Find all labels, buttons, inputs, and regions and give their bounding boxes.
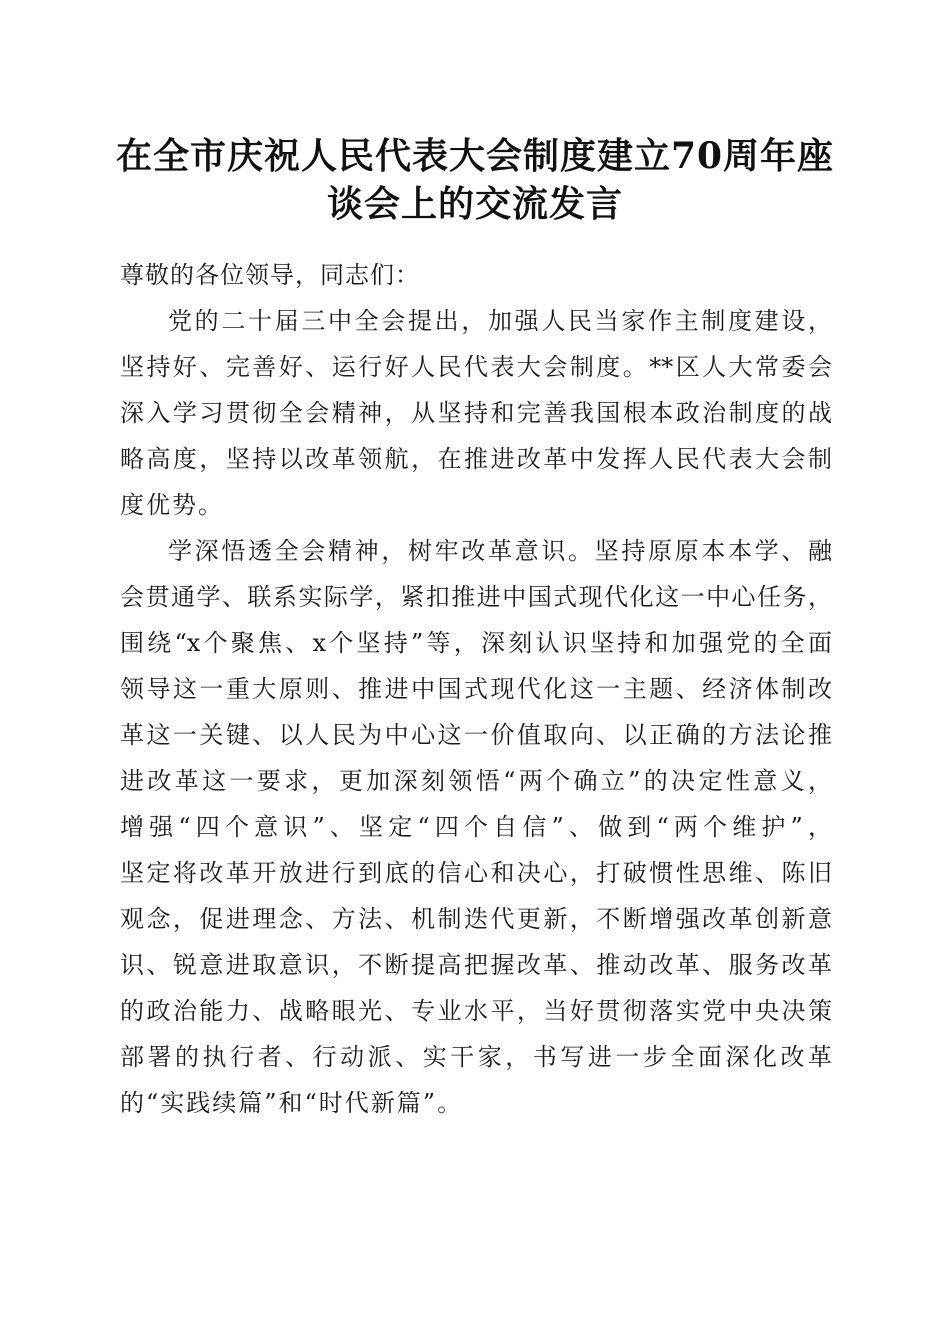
paragraph-line: 党的二十届三中全会提出，加强人民当家作主制度建设， (168, 307, 832, 335)
paragraph-line: 学深悟透全会精神，树牢改革意识。坚持原原本本学、融 (168, 537, 832, 565)
paragraph-line: 观念，促进理念、方法、机制迭代更新，不断增强改革创新意 (120, 905, 832, 933)
paragraph-line: 略高度，坚持以改革领航，在推进改革中发挥人民代表大会制 (120, 445, 832, 473)
paragraph-line: 坚定将改革开放进行到底的信心和决心，打破惯性思维、陈旧 (120, 859, 832, 887)
paragraph-line: 深入学习贯彻全会精神，从坚持和完善我国根本政治制度的战 (120, 399, 832, 427)
paragraph-1 (120, 298, 832, 528)
paragraph-line: 革这一关键、以人民为中心这一价值取向、以正确的方法论推 (120, 721, 832, 749)
paragraph-line: 围绕“x个聚焦、x个坚持”等，深刻认识坚持和加强党的全面 (120, 629, 832, 657)
salutation: 尊敬的各位领导，同志们： (120, 261, 420, 289)
paragraph-line: 的“实践续篇”和“时代新篇”。 (120, 1089, 464, 1117)
paragraph-line: 坚持好、完善好、运行好人民代表大会制度。**区人大常委会 (120, 353, 832, 381)
paragraph-line: 领导这一重大原则、推进中国式现代化这一主题、经济体制改 (120, 675, 832, 703)
title-line-1: 在全市庆祝人民代表大会制度建立70周年座 (115, 135, 835, 177)
paragraph-line: 进改革这一要求，更加深刻领悟“两个确立”的决定性意义， (120, 767, 832, 795)
paragraph-line: 部署的执行者、行动派、实干家，书写进一步全面深化改革 (120, 1043, 832, 1071)
paragraph-line: 度优势。 (120, 491, 224, 519)
title-line-2: 谈会上的交流发言 (326, 183, 623, 225)
paragraph-line: 识、锐意进取意识，不断提高把握改革、推动改革、服务改革 (120, 951, 832, 979)
paragraph-2 (120, 528, 832, 1126)
paragraph-line: 会贯通学、联系实际学，紧扣推进中国式现代化这一中心任务， (120, 583, 832, 611)
document-body (120, 252, 832, 1126)
paragraph-line: 增强“四个意识”、坚定“四个自信”、做到“两个维护”， (120, 813, 832, 841)
document-title (100, 132, 850, 228)
paragraph-line: 的政治能力、战略眼光、专业水平，当好贯彻落实党中央决策 (120, 997, 832, 1025)
